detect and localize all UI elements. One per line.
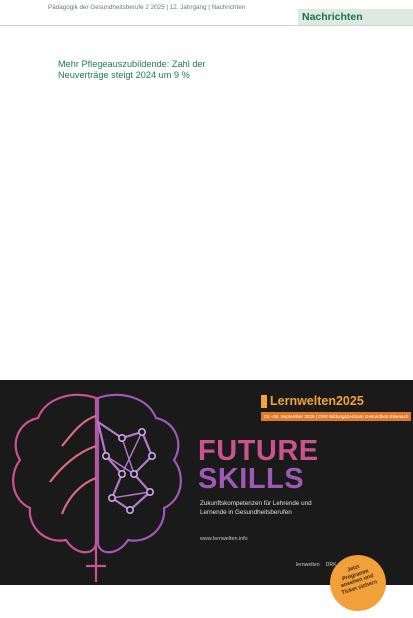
article-headline: Mehr Pflegeauszubildende: Zahl der Neuverträge steigt 2024 um 9 %: [58, 58, 206, 80]
ticket-promo-badge[interactable]: [323, 548, 394, 618]
brain-network-icon: [2, 386, 192, 586]
ad-tagline: Zukunftskompetenzen für Lehrende und Lernende in Gesundheitsberufen: [200, 500, 312, 516]
ad-website-link[interactable]: www.lernwelten.info: [200, 536, 248, 542]
promo-label: Jetzt Programm ansehen und Ticket sichern: [340, 563, 378, 596]
event-advertisement[interactable]: [0, 380, 413, 596]
event-brand-name: Lernwelten2025: [270, 394, 364, 408]
ad-title-line2: SKILLS: [198, 463, 305, 495]
drk-logo: DRK: [325, 562, 337, 568]
running-head: Pädagogik der Gesundheitsberufe 2 2025 | 12. Jahrgang | Nachrichten: [48, 4, 246, 11]
event-date-venue: 23.–26. September 2025 | DRK Bildungszentrum Gesundheit Eisenach: [261, 412, 411, 421]
lernwelten-logo: lernwelten: [296, 562, 320, 568]
ad-title-line1: FUTURE: [198, 435, 319, 467]
page-header: [0, 0, 413, 26]
event-brand: [261, 394, 364, 408]
section-title: Nachrichten: [298, 9, 413, 25]
sponsor-logos: [296, 562, 337, 568]
brand-mark-icon: [261, 395, 267, 408]
